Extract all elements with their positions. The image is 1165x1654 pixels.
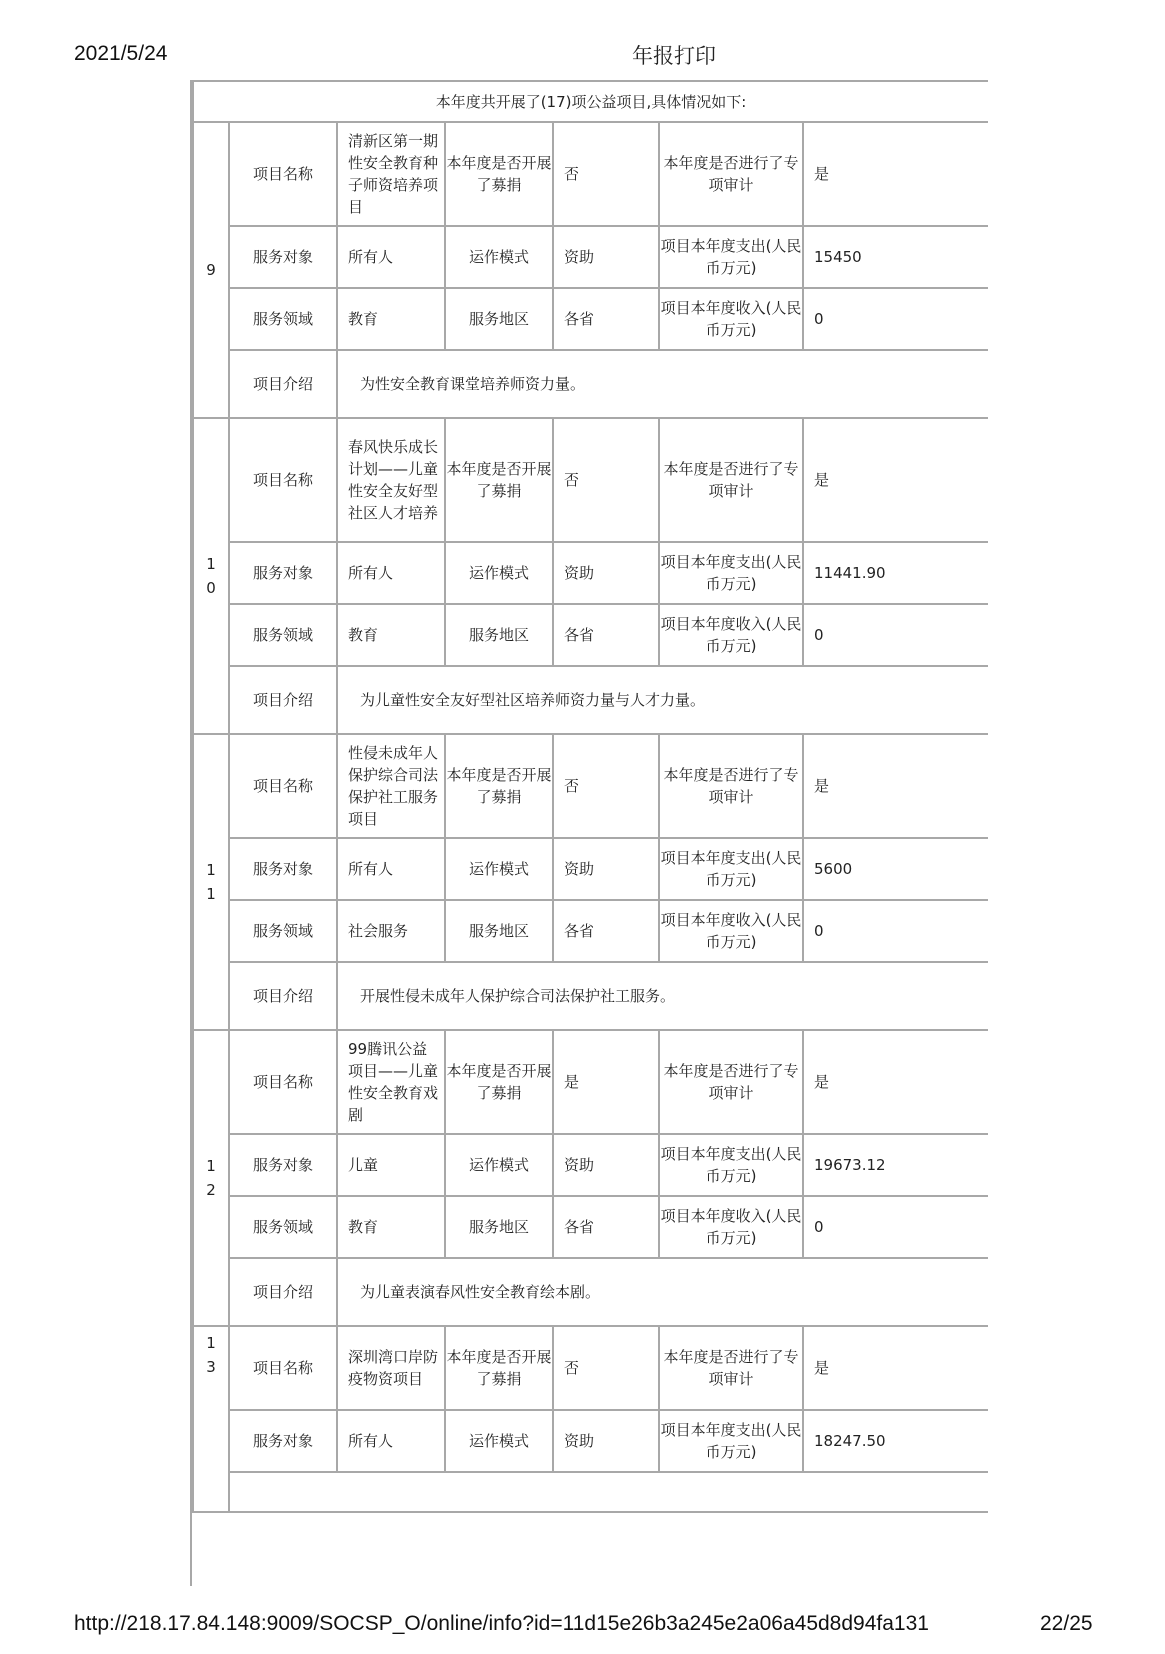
project-intro-value: 为儿童性安全友好型社区培养师资力量与人才力量。 [337, 666, 988, 734]
operation-mode-value: 资助 [553, 226, 659, 288]
income-label: 项目本年度收入(人民币万元) [659, 1196, 803, 1258]
project-index [193, 734, 229, 1030]
service-field-value: 教育 [337, 1196, 445, 1258]
project-row [193, 350, 988, 418]
service-target-label: 服务对象 [229, 838, 337, 900]
project-row [193, 1030, 988, 1134]
service-field-value: 教育 [337, 288, 445, 350]
fundraising-value: 否 [553, 1326, 659, 1410]
income-value: 0 [803, 1196, 988, 1258]
project-row [193, 838, 988, 900]
fundraising-label: 本年度是否开展了募捐 [445, 418, 553, 542]
project-index-text: 12 [206, 1157, 216, 1199]
expense-label: 项目本年度支出(人民币万元) [659, 1410, 803, 1472]
operation-mode-label: 运作模式 [445, 1134, 553, 1196]
project-row [193, 1258, 988, 1326]
project-row [193, 1196, 988, 1258]
expense-label: 项目本年度支出(人民币万元) [659, 838, 803, 900]
service-field-label: 服务领域 [229, 1196, 337, 1258]
project-row [193, 734, 988, 838]
fundraising-label: 本年度是否开展了募捐 [445, 122, 553, 226]
service-target-label: 服务对象 [229, 1134, 337, 1196]
service-region-label: 服务地区 [445, 1196, 553, 1258]
project-name-value: 清新区第一期性安全教育种子师资培养项目 [337, 122, 445, 226]
service-field-label: 服务领域 [229, 288, 337, 350]
income-value: 0 [803, 288, 988, 350]
audit-value: 是 [803, 122, 988, 226]
expense-value: 5600 [803, 838, 988, 900]
operation-mode-label: 运作模式 [445, 542, 553, 604]
income-label: 项目本年度收入(人民币万元) [659, 288, 803, 350]
project-name-value: 春风快乐成长计划——儿童性安全友好型社区人才培养 [337, 418, 445, 542]
service-target-label: 服务对象 [229, 226, 337, 288]
project-index-text: 13 [206, 1334, 216, 1376]
project-intro-label: 项目介绍 [229, 666, 337, 734]
service-target-value: 所有人 [337, 542, 445, 604]
project-index-text: 11 [206, 861, 216, 903]
expense-value: 18247.50 [803, 1410, 988, 1472]
project-intro-value: 为性安全教育课堂培养师资力量。 [337, 350, 988, 418]
service-field-label: 服务领域 [229, 900, 337, 962]
audit-label: 本年度是否进行了专项审计 [659, 1326, 803, 1410]
audit-label: 本年度是否进行了专项审计 [659, 418, 803, 542]
service-target-value: 所有人 [337, 226, 445, 288]
expense-value: 19673.12 [803, 1134, 988, 1196]
operation-mode-value: 资助 [553, 1410, 659, 1472]
operation-mode-label: 运作模式 [445, 1410, 553, 1472]
service-region-value: 各省 [553, 1196, 659, 1258]
project-row [193, 1134, 988, 1196]
expense-label: 项目本年度支出(人民币万元) [659, 226, 803, 288]
project-row [193, 542, 988, 604]
service-field-value: 社会服务 [337, 900, 445, 962]
service-region-label: 服务地区 [445, 288, 553, 350]
project-name-value: 性侵未成年人保护综合司法保护社工服务项目 [337, 734, 445, 838]
service-region-value: 各省 [553, 604, 659, 666]
project-index-text: 10 [206, 555, 216, 597]
fundraising-label: 本年度是否开展了募捐 [445, 1030, 553, 1134]
project-index [193, 1030, 229, 1326]
project-row [193, 226, 988, 288]
project-name-label: 项目名称 [229, 1030, 337, 1134]
fundraising-label: 本年度是否开展了募捐 [445, 1326, 553, 1410]
print-date: 2021/5/24 [74, 42, 168, 65]
project-row [193, 418, 988, 542]
cut-off-row [193, 1472, 988, 1512]
audit-value: 是 [803, 734, 988, 838]
income-value: 0 [803, 604, 988, 666]
income-value: 0 [803, 900, 988, 962]
service-target-value: 所有人 [337, 1410, 445, 1472]
project-intro-value: 开展性侵未成年人保护综合司法保护社工服务。 [337, 962, 988, 1030]
project-row [193, 1410, 988, 1472]
cut-off-cell [229, 1472, 988, 1512]
service-region-value: 各省 [553, 900, 659, 962]
project-index [193, 1326, 229, 1512]
fundraising-label: 本年度是否开展了募捐 [445, 734, 553, 838]
service-field-label: 服务领域 [229, 604, 337, 666]
project-row [193, 288, 988, 350]
audit-value: 是 [803, 1326, 988, 1410]
page-number: 22/25 [1040, 1612, 1093, 1635]
fundraising-value: 是 [553, 1030, 659, 1134]
service-target-label: 服务对象 [229, 1410, 337, 1472]
projects-table [192, 80, 988, 1513]
project-row [193, 962, 988, 1030]
service-field-value: 教育 [337, 604, 445, 666]
income-label: 项目本年度收入(人民币万元) [659, 604, 803, 666]
audit-label: 本年度是否进行了专项审计 [659, 122, 803, 226]
fundraising-value: 否 [553, 418, 659, 542]
project-index [193, 122, 229, 418]
expense-value: 15450 [803, 226, 988, 288]
service-region-value: 各省 [553, 288, 659, 350]
expense-value: 11441.90 [803, 542, 988, 604]
audit-label: 本年度是否进行了专项审计 [659, 1030, 803, 1134]
project-intro-label: 项目介绍 [229, 962, 337, 1030]
project-index [193, 418, 229, 734]
project-row [193, 122, 988, 226]
project-row [193, 604, 988, 666]
service-region-label: 服务地区 [445, 604, 553, 666]
project-name-value: 99腾讯公益项目——儿童性安全教育戏剧 [337, 1030, 445, 1134]
service-region-label: 服务地区 [445, 900, 553, 962]
project-row [193, 1326, 988, 1410]
annual-report-table [190, 80, 988, 1586]
project-row [193, 666, 988, 734]
income-label: 项目本年度收入(人民币万元) [659, 900, 803, 962]
service-target-value: 所有人 [337, 838, 445, 900]
audit-value: 是 [803, 418, 988, 542]
operation-mode-label: 运作模式 [445, 226, 553, 288]
audit-value: 是 [803, 1030, 988, 1134]
project-intro-value: 为儿童表演春风性安全教育绘本剧。 [337, 1258, 988, 1326]
project-index-text: 9 [206, 261, 216, 279]
fundraising-value: 否 [553, 122, 659, 226]
project-name-label: 项目名称 [229, 122, 337, 226]
service-target-value: 儿童 [337, 1134, 445, 1196]
project-name-value: 深圳湾口岸防疫物资项目 [337, 1326, 445, 1410]
project-row [193, 900, 988, 962]
operation-mode-value: 资助 [553, 838, 659, 900]
fundraising-value: 否 [553, 734, 659, 838]
service-target-label: 服务对象 [229, 542, 337, 604]
operation-mode-value: 资助 [553, 542, 659, 604]
expense-label: 项目本年度支出(人民币万元) [659, 1134, 803, 1196]
project-name-label: 项目名称 [229, 1326, 337, 1410]
operation-mode-value: 资助 [553, 1134, 659, 1196]
project-intro-label: 项目介绍 [229, 1258, 337, 1326]
operation-mode-label: 运作模式 [445, 838, 553, 900]
project-name-label: 项目名称 [229, 734, 337, 838]
audit-label: 本年度是否进行了专项审计 [659, 734, 803, 838]
project-name-label: 项目名称 [229, 418, 337, 542]
expense-label: 项目本年度支出(人民币万元) [659, 542, 803, 604]
page-title: 年报打印 [632, 44, 716, 68]
summary-row: 本年度共开展了(17)项公益项目,具体情况如下: [193, 81, 988, 122]
page-url: http://218.17.84.148:9009/SOCSP_O/online/info?id=11d15e26b3a245e2a06a45d8d94fa131 [74, 1612, 929, 1635]
project-intro-label: 项目介绍 [229, 350, 337, 418]
